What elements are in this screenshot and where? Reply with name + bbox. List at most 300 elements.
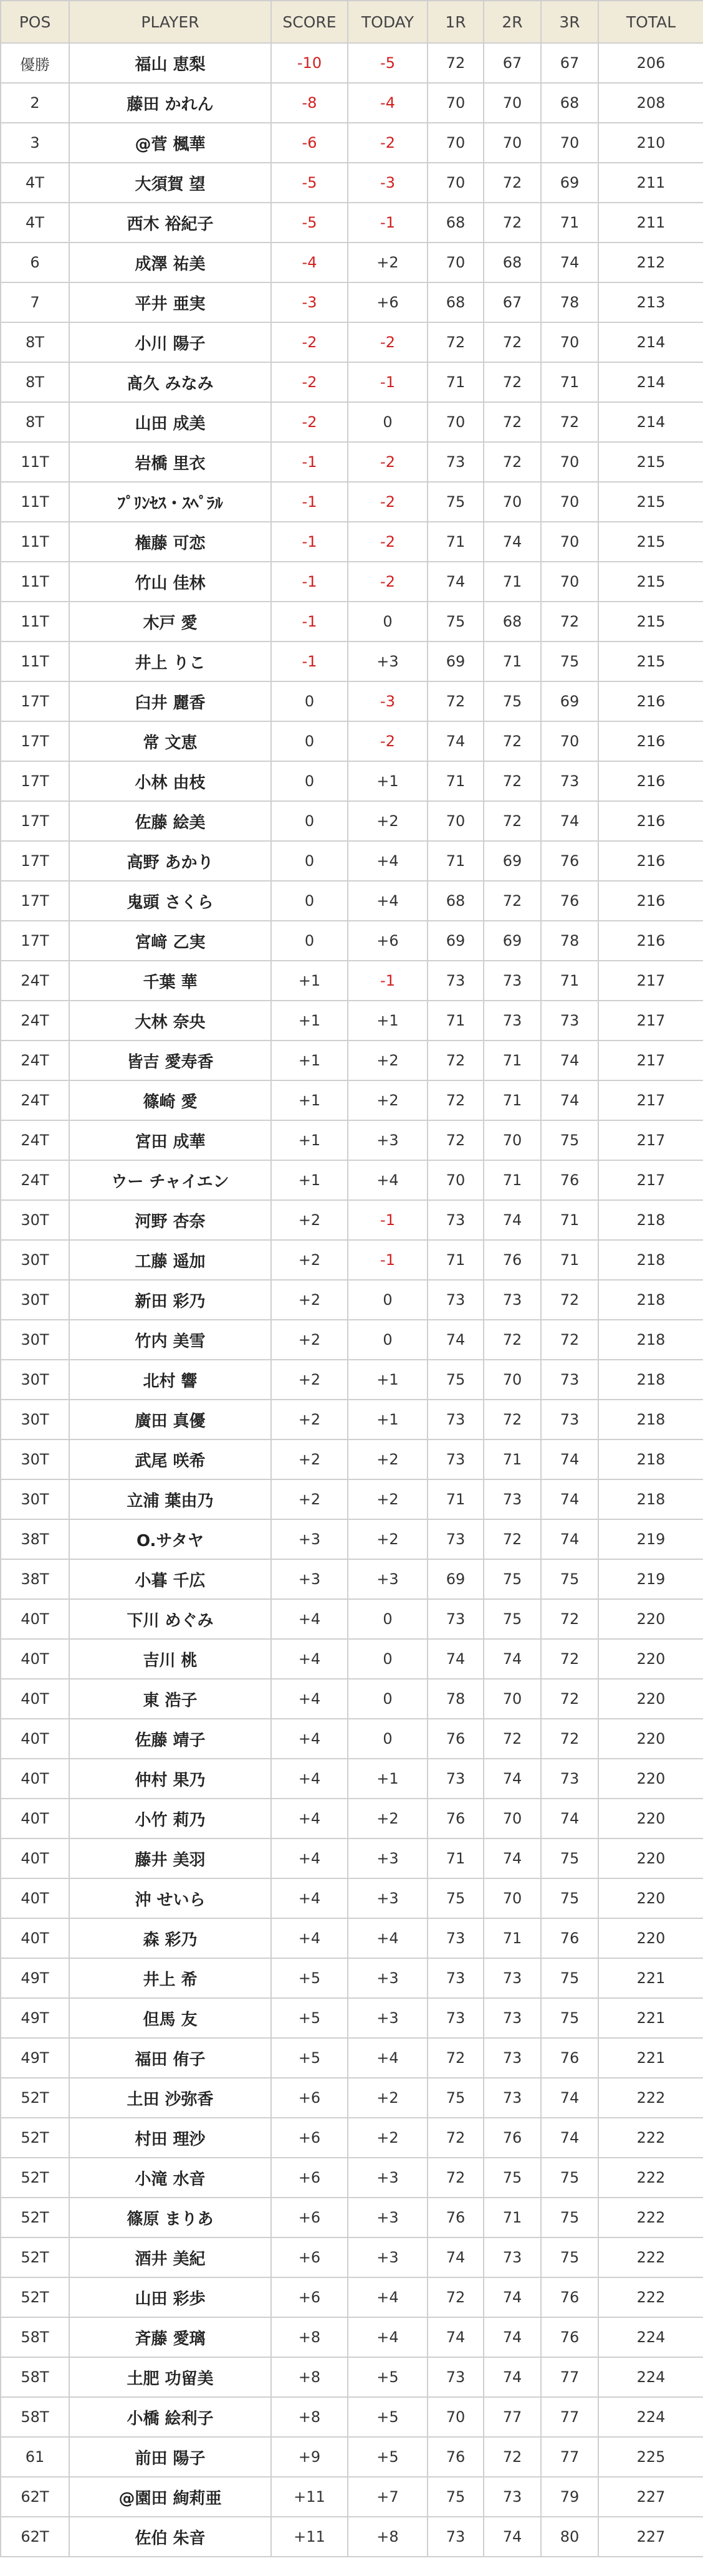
round-2-cell: 74 bbox=[484, 1200, 541, 1240]
score-cell: +4 bbox=[271, 1719, 348, 1759]
round-2-cell: 70 bbox=[484, 1360, 541, 1400]
round-2-cell: 74 bbox=[484, 522, 541, 562]
round-1-cell: 70 bbox=[428, 83, 484, 123]
player-name-cell[interactable]: 藤田 かれん bbox=[69, 83, 271, 123]
round-3-cell: 74 bbox=[541, 1799, 598, 1838]
table-row bbox=[1, 1200, 703, 1240]
player-name-cell[interactable]: 小竹 莉乃 bbox=[69, 1799, 271, 1838]
score-cell: +4 bbox=[271, 1799, 348, 1838]
round-1-cell: 76 bbox=[428, 2437, 484, 2477]
player-name-cell[interactable]: 工藤 遥加 bbox=[69, 1240, 271, 1280]
total-cell: 216 bbox=[598, 721, 703, 761]
table-row bbox=[1, 801, 703, 841]
score-cell: -5 bbox=[271, 203, 348, 243]
round-1-cell: 71 bbox=[428, 761, 484, 801]
today-cell: +3 bbox=[348, 1878, 428, 1918]
position-cell: 30T bbox=[1, 1400, 69, 1439]
position-cell: 49T bbox=[1, 1958, 69, 1998]
player-name-cell[interactable]: 小川 陽子 bbox=[69, 322, 271, 362]
round-3-cell: 74 bbox=[541, 1519, 598, 1559]
position-cell: 24T bbox=[1, 961, 69, 1001]
score-cell: -10 bbox=[271, 43, 348, 83]
position-cell: 58T bbox=[1, 2357, 69, 2397]
today-cell: +3 bbox=[348, 1559, 428, 1599]
table-row bbox=[1, 1519, 703, 1559]
round-3-cell: 72 bbox=[541, 1320, 598, 1360]
total-cell: 218 bbox=[598, 1240, 703, 1280]
player-name-cell[interactable]: 皆吉 愛寿香 bbox=[69, 1040, 271, 1080]
player-name-cell[interactable]: 井上 希 bbox=[69, 1958, 271, 1998]
player-name-cell[interactable]: 佐藤 靖子 bbox=[69, 1719, 271, 1759]
position-cell: 38T bbox=[1, 1559, 69, 1599]
score-cell: +6 bbox=[271, 2158, 348, 2198]
round-2-cell: 70 bbox=[484, 1799, 541, 1838]
table-row bbox=[1, 921, 703, 961]
player-name-cell[interactable]: 竹山 佳林 bbox=[69, 562, 271, 602]
player-name-cell[interactable]: 藤井 美羽 bbox=[69, 1838, 271, 1878]
player-name-cell[interactable]: 小橋 絵利子 bbox=[69, 2397, 271, 2437]
player-name-cell[interactable]: 岩橋 里衣 bbox=[69, 442, 271, 482]
round-1-cell: 70 bbox=[428, 163, 484, 203]
player-name-cell[interactable]: 福田 侑子 bbox=[69, 2038, 271, 2078]
today-cell: +4 bbox=[348, 841, 428, 881]
round-2-cell: 73 bbox=[484, 2237, 541, 2277]
score-cell: +1 bbox=[271, 1080, 348, 1120]
today-cell: +2 bbox=[348, 801, 428, 841]
round-2-cell: 73 bbox=[484, 1479, 541, 1519]
player-name-cell[interactable]: 斉藤 愛璃 bbox=[69, 2317, 271, 2357]
position-cell: 優勝 bbox=[1, 43, 69, 83]
player-name-cell[interactable]: 大須賀 望 bbox=[69, 163, 271, 203]
player-name-cell[interactable]: 西木 裕紀子 bbox=[69, 203, 271, 243]
position-cell: 30T bbox=[1, 1200, 69, 1240]
table-row bbox=[1, 961, 703, 1001]
total-cell: 220 bbox=[598, 1838, 703, 1878]
round-2-cell: 76 bbox=[484, 2118, 541, 2158]
player-name-cell[interactable]: 小暮 千広 bbox=[69, 1559, 271, 1599]
player-name-cell[interactable]: 土田 沙弥香 bbox=[69, 2078, 271, 2118]
position-cell: 30T bbox=[1, 1479, 69, 1519]
position-cell: 58T bbox=[1, 2317, 69, 2357]
round-2-cell: 74 bbox=[484, 1639, 541, 1679]
player-name-cell[interactable]: 酒井 美紀 bbox=[69, 2237, 271, 2277]
player-name-cell[interactable]: @園田 絢莉亜 bbox=[69, 2477, 271, 2517]
total-cell: 218 bbox=[598, 1360, 703, 1400]
position-cell: 40T bbox=[1, 1878, 69, 1918]
table-row bbox=[1, 2078, 703, 2118]
position-cell: 17T bbox=[1, 721, 69, 761]
round-3-cell: 75 bbox=[541, 1838, 598, 1878]
today-cell: -4 bbox=[348, 83, 428, 123]
total-cell: 217 bbox=[598, 1120, 703, 1160]
score-cell: -1 bbox=[271, 642, 348, 681]
score-cell: 0 bbox=[271, 921, 348, 961]
column-header-round-3[interactable]: 3R bbox=[541, 1, 598, 43]
round-3-cell: 77 bbox=[541, 2397, 598, 2437]
round-1-cell: 68 bbox=[428, 203, 484, 243]
round-3-cell: 68 bbox=[541, 83, 598, 123]
total-cell: 224 bbox=[598, 2317, 703, 2357]
player-name-cell[interactable]: 臼井 麗香 bbox=[69, 681, 271, 721]
total-cell: 217 bbox=[598, 1040, 703, 1080]
table-row bbox=[1, 1400, 703, 1439]
today-cell: 0 bbox=[348, 1719, 428, 1759]
today-cell: +1 bbox=[348, 761, 428, 801]
score-cell: 0 bbox=[271, 881, 348, 921]
table-row bbox=[1, 1320, 703, 1360]
position-cell: 24T bbox=[1, 1001, 69, 1040]
player-name-cell[interactable]: ﾌﾟﾘﾝｾｽ・ｽﾍﾟﾗﾙ bbox=[69, 482, 271, 522]
round-3-cell: 70 bbox=[541, 522, 598, 562]
table-row bbox=[1, 1639, 703, 1679]
total-cell: 216 bbox=[598, 801, 703, 841]
round-3-cell: 75 bbox=[541, 642, 598, 681]
total-cell: 220 bbox=[598, 1878, 703, 1918]
position-cell: 30T bbox=[1, 1280, 69, 1320]
today-cell: -3 bbox=[348, 163, 428, 203]
player-name-cell[interactable]: O.サタヤ bbox=[69, 1519, 271, 1559]
position-cell: 40T bbox=[1, 1719, 69, 1759]
today-cell: -5 bbox=[348, 43, 428, 83]
total-cell: 214 bbox=[598, 322, 703, 362]
total-cell: 206 bbox=[598, 43, 703, 83]
player-name-cell[interactable]: 権藤 可恋 bbox=[69, 522, 271, 562]
player-name-cell[interactable]: 小滝 水音 bbox=[69, 2158, 271, 2198]
today-cell: +1 bbox=[348, 1400, 428, 1439]
round-2-cell: 74 bbox=[484, 2357, 541, 2397]
total-cell: 220 bbox=[598, 1599, 703, 1639]
today-cell: +2 bbox=[348, 1040, 428, 1080]
position-cell: 11T bbox=[1, 602, 69, 642]
position-cell: 8T bbox=[1, 402, 69, 442]
round-3-cell: 73 bbox=[541, 761, 598, 801]
total-cell: 227 bbox=[598, 2477, 703, 2517]
player-name-cell[interactable]: 鬼頭 さくら bbox=[69, 881, 271, 921]
score-cell: -1 bbox=[271, 522, 348, 562]
player-name-cell[interactable]: 北村 響 bbox=[69, 1360, 271, 1400]
round-1-cell: 74 bbox=[428, 721, 484, 761]
round-1-cell: 75 bbox=[428, 2078, 484, 2118]
round-2-cell: 73 bbox=[484, 961, 541, 1001]
player-name-cell[interactable]: 東 浩子 bbox=[69, 1679, 271, 1719]
round-3-cell: 72 bbox=[541, 1719, 598, 1759]
column-header-score[interactable]: SCORE bbox=[271, 1, 348, 43]
player-name-cell[interactable]: 吉川 桃 bbox=[69, 1639, 271, 1679]
player-name-cell[interactable]: 平井 亜実 bbox=[69, 282, 271, 322]
player-name-cell[interactable]: 河野 杏奈 bbox=[69, 1200, 271, 1240]
round-1-cell: 73 bbox=[428, 1519, 484, 1559]
player-name-cell[interactable]: 井上 りこ bbox=[69, 642, 271, 681]
round-1-cell: 74 bbox=[428, 1639, 484, 1679]
position-cell: 52T bbox=[1, 2158, 69, 2198]
player-name-cell[interactable]: 前田 陽子 bbox=[69, 2437, 271, 2477]
total-cell: 220 bbox=[598, 1679, 703, 1719]
round-2-cell: 76 bbox=[484, 1240, 541, 1280]
player-name-cell[interactable]: 篠崎 愛 bbox=[69, 1080, 271, 1120]
round-3-cell: 67 bbox=[541, 43, 598, 83]
score-cell: +2 bbox=[271, 1280, 348, 1320]
total-cell: 218 bbox=[598, 1200, 703, 1240]
score-cell: +4 bbox=[271, 1878, 348, 1918]
total-cell: 211 bbox=[598, 203, 703, 243]
score-cell: +2 bbox=[271, 1479, 348, 1519]
player-name-cell[interactable]: 木戸 愛 bbox=[69, 602, 271, 642]
round-3-cell: 76 bbox=[541, 2038, 598, 2078]
player-name-cell[interactable]: 但馬 友 bbox=[69, 1998, 271, 2038]
table-row bbox=[1, 2277, 703, 2317]
round-2-cell: 71 bbox=[484, 1918, 541, 1958]
round-3-cell: 74 bbox=[541, 2118, 598, 2158]
round-3-cell: 69 bbox=[541, 681, 598, 721]
total-cell: 215 bbox=[598, 562, 703, 602]
score-cell: +11 bbox=[271, 2477, 348, 2517]
round-3-cell: 72 bbox=[541, 1639, 598, 1679]
table-row bbox=[1, 841, 703, 881]
table-row bbox=[1, 83, 703, 123]
player-name-cell[interactable]: 千葉 華 bbox=[69, 961, 271, 1001]
score-cell: +5 bbox=[271, 1958, 348, 1998]
round-2-cell: 75 bbox=[484, 1599, 541, 1639]
score-cell: +1 bbox=[271, 961, 348, 1001]
player-name-cell[interactable]: 常 文恵 bbox=[69, 721, 271, 761]
today-cell: +4 bbox=[348, 2277, 428, 2317]
round-1-cell: 72 bbox=[428, 1080, 484, 1120]
player-name-cell[interactable]: ウー チャイエン bbox=[69, 1160, 271, 1200]
round-3-cell: 76 bbox=[541, 1160, 598, 1200]
today-cell: +7 bbox=[348, 2477, 428, 2517]
player-name-cell[interactable]: 山田 成美 bbox=[69, 402, 271, 442]
player-name-cell[interactable]: 山田 彩歩 bbox=[69, 2277, 271, 2317]
table-row bbox=[1, 2317, 703, 2357]
total-cell: 218 bbox=[598, 1400, 703, 1439]
table-row bbox=[1, 1001, 703, 1040]
table-row bbox=[1, 2198, 703, 2237]
table-row bbox=[1, 522, 703, 562]
player-name-cell[interactable]: 篠原 まりあ bbox=[69, 2198, 271, 2237]
player-name-cell[interactable]: 宮﨑 乙実 bbox=[69, 921, 271, 961]
today-cell: 0 bbox=[348, 1280, 428, 1320]
score-cell: +4 bbox=[271, 1639, 348, 1679]
round-3-cell: 70 bbox=[541, 721, 598, 761]
table-row bbox=[1, 442, 703, 482]
player-name-cell[interactable]: 廣田 真優 bbox=[69, 1400, 271, 1439]
total-cell: 214 bbox=[598, 362, 703, 402]
round-3-cell: 75 bbox=[541, 2158, 598, 2198]
score-cell: -3 bbox=[271, 282, 348, 322]
table-row bbox=[1, 1759, 703, 1799]
table-row bbox=[1, 163, 703, 203]
position-cell: 11T bbox=[1, 482, 69, 522]
score-cell: +3 bbox=[271, 1559, 348, 1599]
round-3-cell: 73 bbox=[541, 1360, 598, 1400]
player-name-cell[interactable]: 新田 彩乃 bbox=[69, 1280, 271, 1320]
column-header-pos[interactable]: POS bbox=[1, 1, 69, 43]
table-row bbox=[1, 2237, 703, 2277]
position-cell: 8T bbox=[1, 322, 69, 362]
column-header-round-1[interactable]: 1R bbox=[428, 1, 484, 43]
position-cell: 11T bbox=[1, 522, 69, 562]
round-1-cell: 75 bbox=[428, 482, 484, 522]
table-row bbox=[1, 2357, 703, 2397]
round-3-cell: 77 bbox=[541, 2357, 598, 2397]
total-cell: 217 bbox=[598, 961, 703, 1001]
round-1-cell: 75 bbox=[428, 1878, 484, 1918]
round-2-cell: 72 bbox=[484, 881, 541, 921]
player-name-cell[interactable]: 竹内 美雪 bbox=[69, 1320, 271, 1360]
position-cell: 52T bbox=[1, 2237, 69, 2277]
score-cell: +4 bbox=[271, 1759, 348, 1799]
position-cell: 8T bbox=[1, 362, 69, 402]
today-cell: -1 bbox=[348, 1200, 428, 1240]
player-name-cell[interactable]: @菅 楓華 bbox=[69, 123, 271, 163]
round-1-cell: 70 bbox=[428, 1160, 484, 1200]
round-2-cell: 68 bbox=[484, 602, 541, 642]
round-2-cell: 74 bbox=[484, 1838, 541, 1878]
table-row bbox=[1, 1040, 703, 1080]
total-cell: 222 bbox=[598, 2078, 703, 2118]
today-cell: 0 bbox=[348, 1599, 428, 1639]
round-1-cell: 71 bbox=[428, 1479, 484, 1519]
today-cell: +5 bbox=[348, 2397, 428, 2437]
score-cell: +8 bbox=[271, 2357, 348, 2397]
table-row bbox=[1, 1998, 703, 2038]
player-name-cell[interactable]: 沖 せいら bbox=[69, 1878, 271, 1918]
player-name-cell[interactable]: 仲村 果乃 bbox=[69, 1759, 271, 1799]
table-row bbox=[1, 482, 703, 522]
total-cell: 212 bbox=[598, 243, 703, 282]
position-cell: 11T bbox=[1, 442, 69, 482]
today-cell: 0 bbox=[348, 1639, 428, 1679]
player-name-cell[interactable]: 小林 由枝 bbox=[69, 761, 271, 801]
total-cell: 218 bbox=[598, 1479, 703, 1519]
round-1-cell: 70 bbox=[428, 243, 484, 282]
score-cell: +2 bbox=[271, 1400, 348, 1439]
round-1-cell: 74 bbox=[428, 2317, 484, 2357]
column-header-total[interactable]: TOTAL bbox=[598, 1, 703, 43]
round-3-cell: 74 bbox=[541, 801, 598, 841]
player-name-cell[interactable]: 森 彩乃 bbox=[69, 1918, 271, 1958]
round-3-cell: 74 bbox=[541, 1479, 598, 1519]
round-2-cell: 70 bbox=[484, 1679, 541, 1719]
score-cell: +1 bbox=[271, 1040, 348, 1080]
player-name-cell[interactable]: 宮田 成華 bbox=[69, 1120, 271, 1160]
score-cell: -6 bbox=[271, 123, 348, 163]
round-2-cell: 69 bbox=[484, 841, 541, 881]
round-3-cell: 74 bbox=[541, 2078, 598, 2118]
score-cell: -1 bbox=[271, 482, 348, 522]
round-1-cell: 72 bbox=[428, 681, 484, 721]
table-row bbox=[1, 243, 703, 282]
total-cell: 218 bbox=[598, 1439, 703, 1479]
total-cell: 215 bbox=[598, 642, 703, 681]
today-cell: 0 bbox=[348, 602, 428, 642]
total-cell: 215 bbox=[598, 602, 703, 642]
score-cell: 0 bbox=[271, 801, 348, 841]
total-cell: 218 bbox=[598, 1320, 703, 1360]
round-2-cell: 72 bbox=[484, 2437, 541, 2477]
table-row bbox=[1, 2437, 703, 2477]
player-name-cell[interactable]: 土肥 功留美 bbox=[69, 2357, 271, 2397]
player-name-cell[interactable]: 武尾 咲希 bbox=[69, 1439, 271, 1479]
round-1-cell: 73 bbox=[428, 2357, 484, 2397]
today-cell: -1 bbox=[348, 1240, 428, 1280]
total-cell: 217 bbox=[598, 1080, 703, 1120]
score-cell: +1 bbox=[271, 1160, 348, 1200]
table-row bbox=[1, 1559, 703, 1599]
today-cell: +3 bbox=[348, 2198, 428, 2237]
score-cell: +4 bbox=[271, 1838, 348, 1878]
table-row bbox=[1, 2038, 703, 2078]
total-cell: 220 bbox=[598, 1639, 703, 1679]
score-cell: +6 bbox=[271, 2277, 348, 2317]
round-3-cell: 75 bbox=[541, 1120, 598, 1160]
today-cell: +3 bbox=[348, 1958, 428, 1998]
table-row bbox=[1, 642, 703, 681]
table-row bbox=[1, 602, 703, 642]
round-2-cell: 71 bbox=[484, 2198, 541, 2237]
player-name-cell[interactable]: 村田 理沙 bbox=[69, 2118, 271, 2158]
round-1-cell: 73 bbox=[428, 961, 484, 1001]
round-3-cell: 76 bbox=[541, 881, 598, 921]
round-2-cell: 72 bbox=[484, 402, 541, 442]
player-name-cell[interactable]: 下川 めぐみ bbox=[69, 1599, 271, 1639]
score-cell: 0 bbox=[271, 841, 348, 881]
player-name-cell[interactable]: 佐伯 朱音 bbox=[69, 2517, 271, 2557]
table-row bbox=[1, 322, 703, 362]
today-cell: +4 bbox=[348, 1160, 428, 1200]
round-2-cell: 72 bbox=[484, 322, 541, 362]
round-2-cell: 68 bbox=[484, 243, 541, 282]
player-name-cell[interactable]: 髙久 みなみ bbox=[69, 362, 271, 402]
column-header-round-2[interactable]: 2R bbox=[484, 1, 541, 43]
player-name-cell[interactable]: 高野 あかり bbox=[69, 841, 271, 881]
position-cell: 30T bbox=[1, 1439, 69, 1479]
score-cell: -2 bbox=[271, 362, 348, 402]
round-2-cell: 73 bbox=[484, 2477, 541, 2517]
score-cell: 0 bbox=[271, 721, 348, 761]
round-2-cell: 77 bbox=[484, 2397, 541, 2437]
column-header-player[interactable]: PLAYER bbox=[69, 1, 271, 43]
today-cell: +2 bbox=[348, 1479, 428, 1519]
round-2-cell: 69 bbox=[484, 921, 541, 961]
round-2-cell: 74 bbox=[484, 2517, 541, 2557]
player-name-cell[interactable]: 成澤 祐美 bbox=[69, 243, 271, 282]
round-3-cell: 71 bbox=[541, 203, 598, 243]
round-2-cell: 74 bbox=[484, 1759, 541, 1799]
table-row bbox=[1, 1958, 703, 1998]
position-cell: 52T bbox=[1, 2198, 69, 2237]
score-cell: -2 bbox=[271, 322, 348, 362]
player-name-cell[interactable]: 福山 恵梨 bbox=[69, 43, 271, 83]
player-name-cell[interactable]: 佐藤 絵美 bbox=[69, 801, 271, 841]
round-1-cell: 73 bbox=[428, 1200, 484, 1240]
round-3-cell: 71 bbox=[541, 961, 598, 1001]
round-1-cell: 73 bbox=[428, 1599, 484, 1639]
total-cell: 221 bbox=[598, 2038, 703, 2078]
round-2-cell: 72 bbox=[484, 362, 541, 402]
position-cell: 30T bbox=[1, 1360, 69, 1400]
total-cell: 210 bbox=[598, 123, 703, 163]
player-name-cell[interactable]: 大林 奈央 bbox=[69, 1001, 271, 1040]
round-3-cell: 69 bbox=[541, 163, 598, 203]
total-cell: 216 bbox=[598, 681, 703, 721]
round-3-cell: 70 bbox=[541, 562, 598, 602]
round-2-cell: 70 bbox=[484, 1120, 541, 1160]
round-1-cell: 72 bbox=[428, 2277, 484, 2317]
column-header-today[interactable]: TODAY bbox=[348, 1, 428, 43]
player-name-cell[interactable]: 立浦 葉由乃 bbox=[69, 1479, 271, 1519]
total-cell: 222 bbox=[598, 2237, 703, 2277]
